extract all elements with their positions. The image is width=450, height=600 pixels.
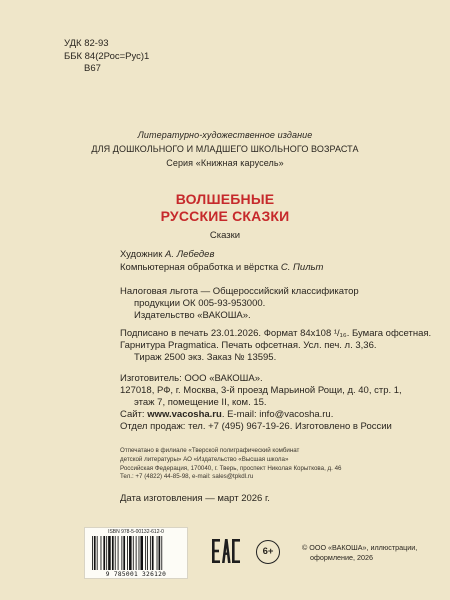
series-name: Серия «Книжная карусель» (166, 158, 284, 168)
artist-label: Художник (120, 249, 163, 260)
printer-line-2: детской литературы» АО «Издательство «Высшая школа» (120, 455, 289, 463)
title-line-2: РУССКИЕ СКАЗКИ (160, 208, 290, 224)
maker-line-1: Изготовитель: ООО «ВАКОША». (120, 373, 263, 384)
age-audience: ДЛЯ ДОШКОЛЬНОГО И МЛАДШЕГО ШКОЛЬНОГО ВОЗРАСТА (91, 144, 359, 154)
printer-line-1: Отпечатано в филиале «Тверской полиграфический комбинат (120, 447, 300, 454)
genre-label: Сказки (209, 230, 241, 241)
tax-line-1: Налоговая льгота — Общероссийский классификатор (120, 286, 359, 297)
printer-line-3: Российская Федерация, 170040, г. Тверь, проспект Николая Корыткова, д. 46 (120, 464, 342, 472)
barcode-digits: 9 785001 326120 (105, 571, 167, 578)
site-url: www.vacosha.ru (147, 409, 222, 420)
artist-credit (120, 249, 323, 262)
manufacturer-info (120, 373, 402, 433)
sales-phone: Отдел продаж: тел. +7 (495) 967-19-26. Изготовлено в России (120, 421, 392, 432)
udk-code: УДК 82-93 (64, 38, 109, 49)
print-line-1: Подписано в печать 23.01.2026. Формат 84х108 ¹/₁₆. Бумага офсетная. (120, 328, 432, 339)
book-title (0, 191, 450, 225)
tax-line-2: продукции ОК 005-93-953000. (134, 298, 266, 309)
site-label: Сайт: (120, 409, 148, 420)
age-rating-badge: 6+ (256, 540, 280, 564)
edition-description (0, 128, 450, 170)
copyright-line-2: оформление, 2026 (310, 553, 374, 562)
title-line-1: ВОЛШЕБНЫЕ (175, 191, 275, 207)
isbn-barcode-block (84, 527, 188, 579)
artist-name: А. Лебедев (165, 249, 215, 260)
barcode-icon (91, 536, 181, 570)
tax-line-3: Издательство «ВАКОША». (134, 310, 251, 321)
email-text: . E-mail: info@vacosha.ru. (221, 409, 334, 420)
printer-info (120, 447, 341, 482)
print-line-2: Гарнитура Pragmatica. Печать офсетная. Усл. печ. л. 3,36. (120, 340, 377, 351)
maker-line-3: этаж 7, помещение II, ком. 15. (134, 397, 267, 408)
layout-name: С. Пильт (280, 261, 324, 273)
classification-codes (64, 38, 149, 76)
tax-info (120, 286, 359, 322)
copyright-notice (302, 543, 417, 563)
credits (120, 249, 323, 274)
print-line-3: Тираж 2500 экз. Заказ № 13595. (134, 352, 277, 363)
edition-type: Литературно-художественное издание (137, 130, 313, 140)
printer-line-4: Тел.: +7 (4822) 44-85-98, e-mail: sales@tpkdl.ru (120, 473, 254, 481)
maker-contacts (120, 409, 402, 421)
isbn-number: ISBN 978-5-00132-612-0 (108, 529, 164, 535)
layout-label: Компьютерная обработка и вёрстка (120, 261, 279, 273)
manufacture-date: Дата изготовления — март 2026 г. (120, 493, 270, 504)
copyright-line-1: © ООО «ВАКОША», иллюстрации, (302, 543, 418, 552)
maker-line-2: 127018, РФ, г. Москва, 3-й проезд Марьиной Рощи, д. 40, стр. 1, (120, 385, 402, 396)
author-mark: В67 (84, 63, 101, 74)
print-details (120, 328, 431, 364)
layout-credit (120, 262, 323, 275)
bbk-code: ББК 84(2Рос=Рус)1 (64, 50, 150, 62)
eac-conformity-icon (212, 539, 240, 563)
